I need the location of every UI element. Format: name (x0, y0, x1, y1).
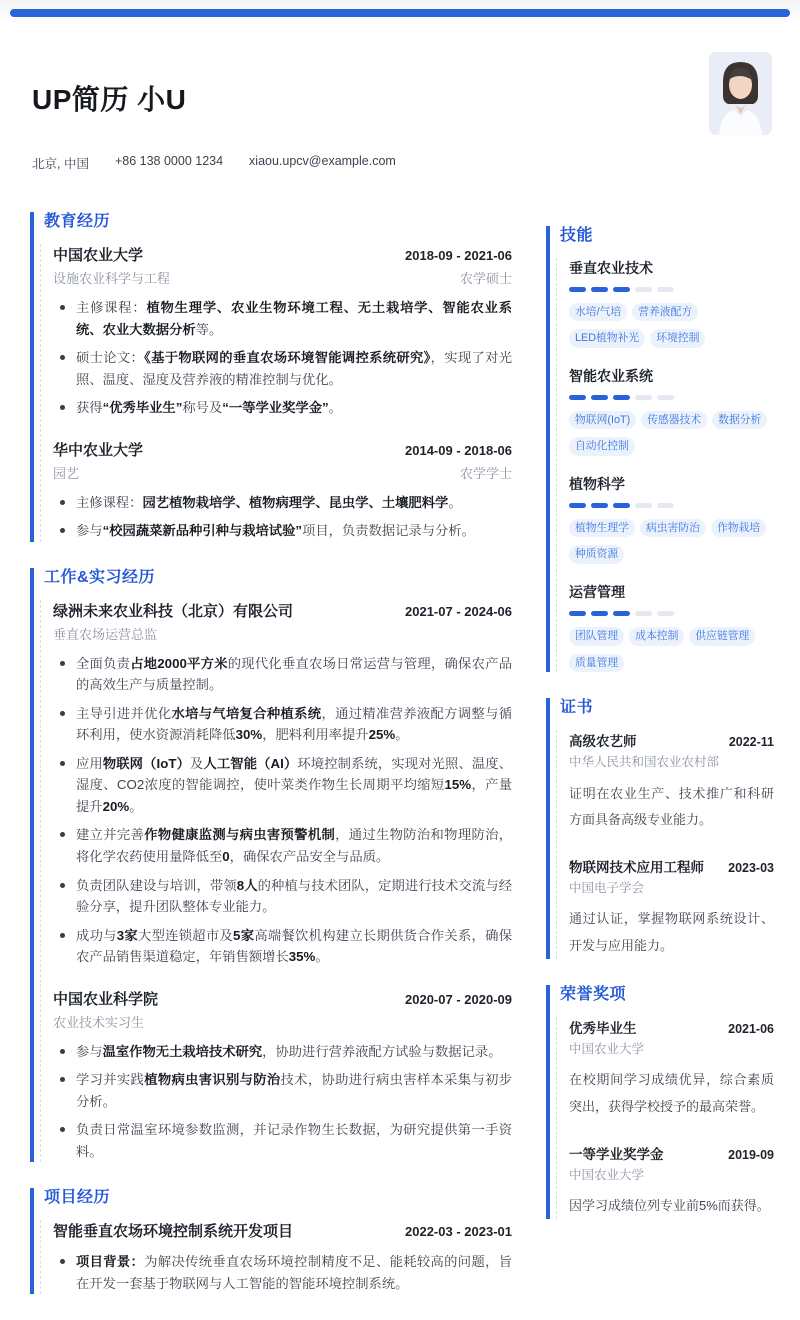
school-name: 华中农业大学 (53, 441, 144, 459)
honor-date: 2019-09 (728, 1147, 774, 1162)
certificate-entry (569, 730, 774, 833)
skill-level-segment (613, 503, 630, 508)
skill-group-name: 植物科学 (569, 476, 625, 493)
bullet-item: 负责团队建设与培训，带领8人的种植与技术团队，定期进行技术交流与经验分享，提升团队整体专业能力。 (53, 875, 512, 918)
bullet-item: 成功与3家大型连锁超市及5家高端餐饮机构建立长期供货合作关系，确保农产品销售渠道稳定，年销售额增长35%。 (53, 925, 512, 968)
skill-group-name: 智能农业系统 (569, 368, 653, 385)
skill-tag: 团队管理 (569, 627, 624, 646)
project-name: 智能垂直农场环境控制系统开发项目 (53, 1223, 294, 1241)
skill-group (569, 366, 774, 456)
skill-group-name: 运营管理 (569, 584, 625, 601)
section-work (30, 568, 512, 1163)
company-name: 绿洲未来农业科技（北京）有限公司 (53, 602, 294, 620)
contact-phone: +86 138 0000 1234 (114, 154, 224, 168)
certificate-date: 2023-03 (728, 860, 774, 875)
skill-level-segment (613, 395, 630, 400)
skill-level-segment (635, 611, 652, 616)
skill-level-segment (657, 395, 674, 400)
skill-group (569, 582, 774, 672)
role-label: 垂直农场运营总监 (53, 626, 158, 642)
school-name: 中国农业大学 (53, 247, 144, 264)
contact-email: xiaou.upcv@example.com (249, 154, 396, 168)
skill-tag: 环境控制 (650, 329, 705, 348)
bullet-item: 获得“优秀毕业生”称号及“一等学业奖学金”。 (53, 397, 512, 419)
resume-header (0, 0, 800, 172)
major-label: 园艺 (53, 465, 80, 481)
skill-level-meter (569, 395, 774, 400)
honor-name: 优秀毕业生 (569, 1021, 637, 1037)
honor-issuer: 中国农业大学 (569, 1042, 645, 1057)
honor-desc: 在校期间学习成绩优异，综合素质突出，获得学校授予的最高荣誉。 (569, 1072, 774, 1114)
entry-date: 2018-09 - 2021-06 (405, 248, 512, 263)
section-title-projects: 项目经历 (44, 1189, 111, 1207)
skill-level-segment (591, 287, 608, 292)
section-certificates (546, 698, 774, 959)
certificate-issuer: 中国电子学会 (569, 880, 645, 895)
honor-entry (569, 1143, 774, 1220)
section-title-skills: 技能 (560, 227, 594, 244)
profile-photo (709, 52, 772, 135)
bullet-item: 参与“校园蔬菜新品种引种与栽培试验”项目，负责数据记录与分析。 (53, 520, 512, 542)
certificate-name: 物联网技术应用工程师 (569, 859, 704, 875)
contact-location: 北京, 中国 (32, 157, 89, 171)
bullet-item: 全面负责占地2000平方米的现代化垂直农场日常运营与管理，确保农产品的高效生产与质量控制。 (53, 653, 512, 696)
skill-group (569, 474, 774, 564)
project-entry (53, 1220, 512, 1294)
entry-date: 2021-07 - 2024-06 (405, 603, 512, 619)
skill-level-segment (657, 611, 674, 616)
honor-name: 一等学业奖学金 (569, 1146, 664, 1162)
main-column (30, 212, 512, 1320)
certificate-desc: 通过认证，掌握物联网系统设计、开发与应用能力。 (569, 910, 774, 953)
skill-tag: 物联网(IoT) (569, 411, 636, 430)
skill-tag: 植物生理学 (569, 519, 635, 538)
role-label: 农业技术实习生 (53, 1014, 145, 1030)
entry-date: 2020-07 - 2020-09 (405, 991, 512, 1007)
skill-tag: 传感器技术 (641, 411, 707, 430)
skill-level-segment (591, 395, 608, 400)
work-entry (53, 600, 512, 968)
bullet-item: 应用物联网（IoT）及人工智能（AI）环境控制系统，实现对光照、温度、湿度、CO2浓度的智能调控，使叶菜类作物生长周期平均缩短15%，产量提升20%。 (53, 753, 512, 818)
skill-group (569, 258, 774, 348)
resume-name: UP简历 小U (32, 84, 187, 115)
certificate-date: 2022-11 (728, 735, 774, 750)
entry-date: 2014-09 - 2018-06 (405, 442, 512, 458)
skill-tag: 水培/气培 (569, 303, 627, 322)
skill-level-segment (635, 503, 652, 508)
certificate-desc: 证明在农业生产、技术推广和科研方面具备高级专业能力。 (569, 785, 774, 828)
skill-tag: LED植物补光 (569, 329, 645, 348)
skill-level-segment (613, 287, 630, 292)
skill-tag: 质量管理 (569, 654, 624, 673)
bullet-item: 参与温室作物无土栽培技术研究，协助进行营养液配方试验与数据记录。 (53, 1041, 512, 1063)
certificate-name: 高级农艺师 (569, 734, 637, 750)
section-title-honors: 荣誉奖项 (560, 986, 627, 1004)
skill-level-segment (591, 611, 608, 616)
education-entry (53, 439, 512, 542)
skill-level-segment (657, 287, 674, 292)
skill-tags (569, 519, 774, 565)
honor-date: 2021-06 (728, 1022, 774, 1037)
skill-level-segment (657, 503, 674, 508)
skill-level-segment (591, 503, 608, 508)
skill-level-segment (569, 503, 586, 508)
skill-tags (569, 627, 774, 673)
education-entry (53, 244, 512, 419)
skill-tag: 营养液配方 (632, 303, 698, 322)
skill-level-segment (569, 611, 586, 616)
skill-tag: 病虫害防治 (640, 519, 706, 538)
skill-level-segment (635, 287, 652, 292)
bullet-item: 主修课程：园艺植物栽培学、植物病理学、昆虫学、土壤肥料学。 (53, 492, 512, 514)
section-title-work: 工作&实习经历 (44, 568, 156, 586)
section-title-education: 教育经历 (44, 213, 111, 230)
skill-level-segment (635, 395, 652, 400)
resume-body (0, 172, 800, 1320)
sidebar-column (546, 226, 774, 1320)
certificate-entry (569, 856, 774, 959)
degree-label: 农学硕士 (459, 271, 512, 286)
skill-tag: 作物栽培 (711, 519, 766, 538)
honor-issuer: 中国农业大学 (569, 1167, 645, 1182)
contact-row (32, 154, 770, 172)
skill-tag: 数据分析 (712, 411, 767, 430)
company-name: 中国农业科学院 (53, 990, 159, 1008)
section-skills (546, 226, 774, 672)
skill-tag: 自动化控制 (569, 437, 635, 456)
section-title-certificates: 证书 (560, 699, 594, 717)
skill-tag: 种质资源 (569, 545, 624, 564)
bullet-item: 负责日常温室环境参数监测，并记录作物生长数据，为研究提供第一手资料。 (53, 1119, 512, 1162)
section-education (30, 212, 512, 542)
bullet-item: 学习并实践植物病虫害识别与防治技术，协助进行病虫害样本采集与初步分析。 (53, 1069, 512, 1112)
skill-level-meter (569, 611, 774, 616)
skill-group-name: 垂直农业技术 (569, 260, 653, 276)
work-entry (53, 988, 512, 1163)
section-projects (30, 1188, 512, 1294)
skill-tag: 供应链管理 (689, 627, 755, 646)
degree-label: 农学学士 (459, 465, 512, 481)
skill-tag: 成本控制 (629, 627, 684, 646)
bullet-item: 主修课程：植物生理学、农业生物环境工程、无土栽培学、智能农业系统、农业大数据分析等。 (53, 297, 512, 340)
section-honors (546, 985, 774, 1219)
bullet-item: 硕士论文：《基于物联网的垂直农场环境智能调控系统研究》，实现了对光照、温度、湿度及营养液的精准控制与优化。 (53, 347, 512, 390)
bullet-item: 项目背景：为解决传统垂直农场环境控制精度不足、能耗较高的问题，旨在开发一套基于物联网与人工智能的智能环境控制系统。 (53, 1251, 512, 1294)
major-label: 设施农业科学与工程 (53, 271, 171, 286)
bullet-item: 主导引进并优化水培与气培复合种植系统，通过精准营养液配方调整与循环利用，使水资源消耗降低30%，肥料利用率提升25%。 (53, 703, 512, 746)
entry-date: 2022-03 - 2023-01 (405, 1224, 512, 1240)
skill-level-segment (569, 395, 586, 400)
bullet-item: 建立并完善作物健康监测与病虫害预警机制，通过生物防治和物理防治，将化学农药使用量降低至0，确保农产品安全与品质。 (53, 824, 512, 867)
skill-level-meter (569, 503, 774, 508)
certificate-issuer: 中华人民共和国农业农村部 (569, 755, 720, 770)
honor-entry (569, 1017, 774, 1120)
skill-tags (569, 303, 774, 349)
skill-level-segment (569, 287, 586, 292)
skill-level-segment (613, 611, 630, 616)
honor-desc: 因学习成绩位列专业前5%而获得。 (569, 1197, 770, 1213)
skill-tags (569, 411, 774, 457)
skill-level-meter (569, 287, 774, 292)
